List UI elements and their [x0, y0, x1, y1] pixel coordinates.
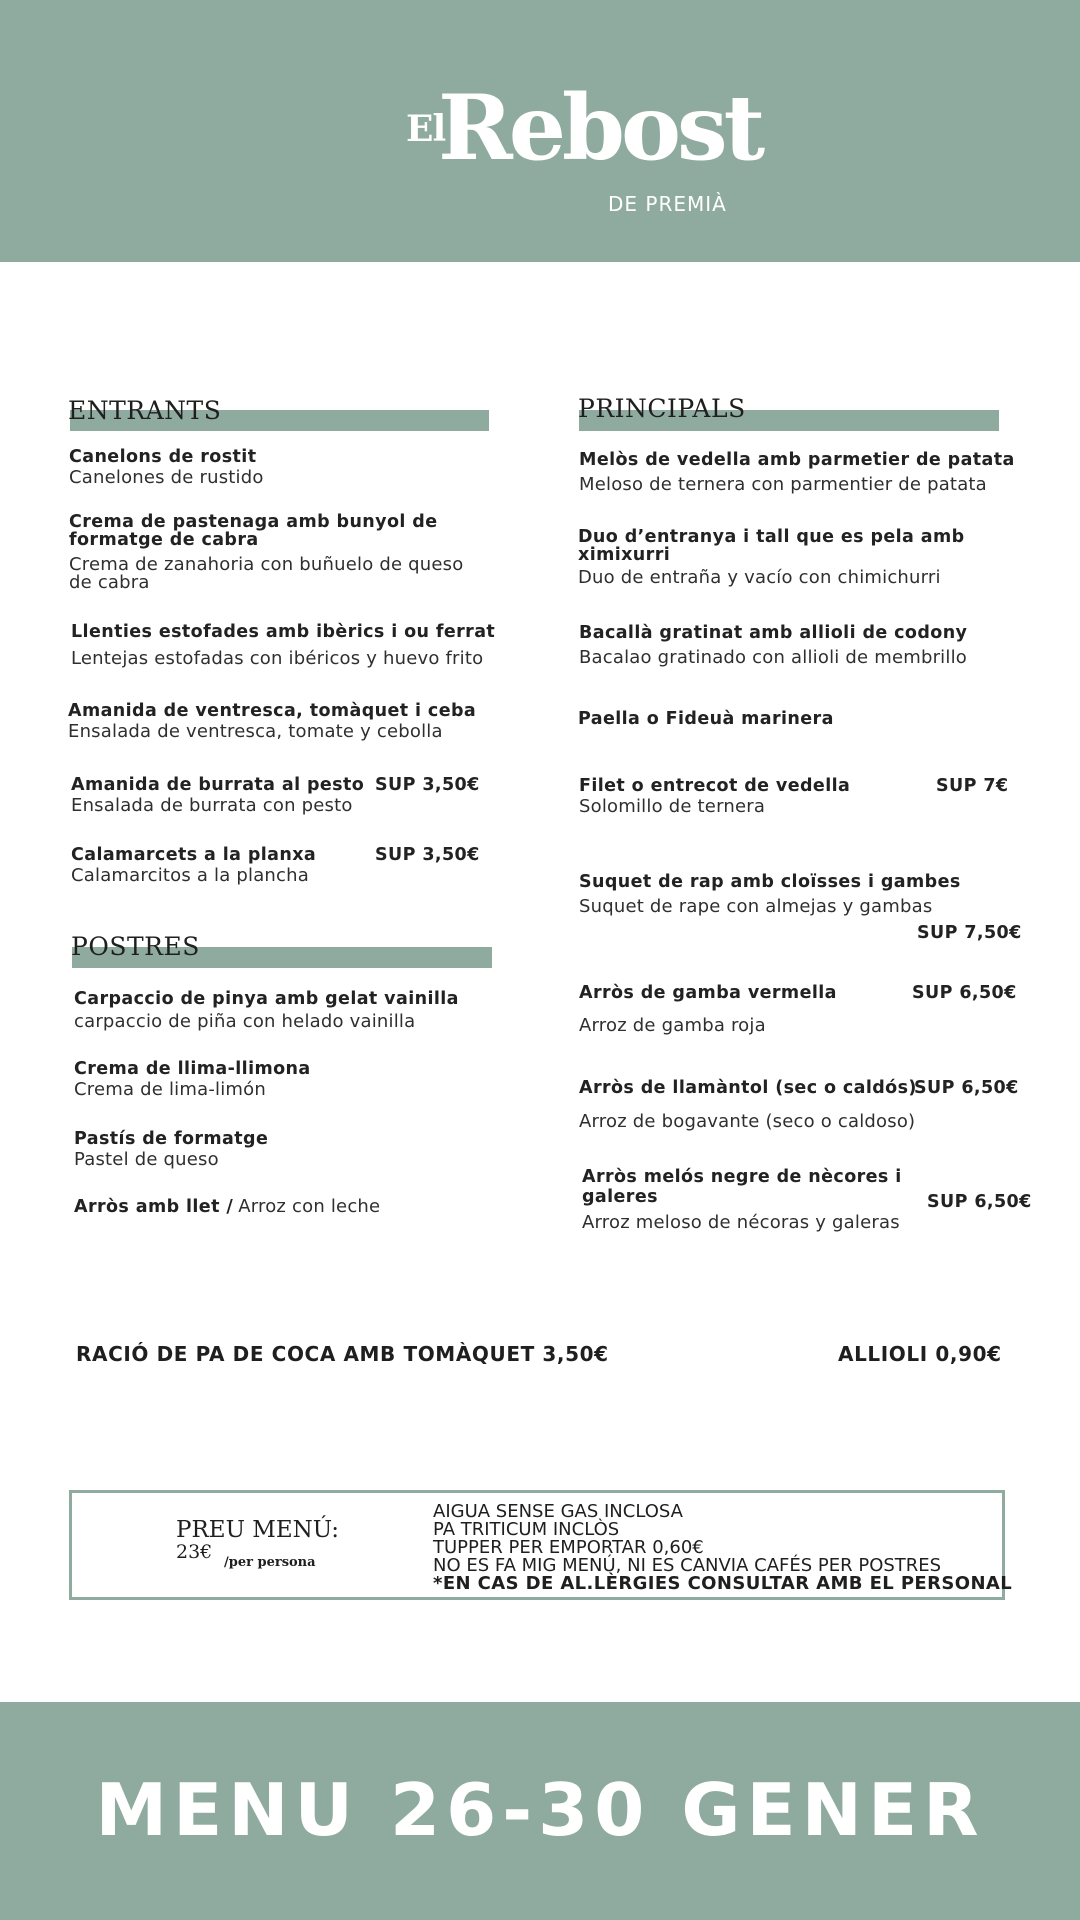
price-box [69, 1490, 1013, 1600]
item-name: Filet o entrecot de vedella [579, 776, 851, 796]
item-name: Amanida de burrata al pesto [71, 775, 365, 795]
entrants-heading: ENTRANTS [68, 396, 222, 425]
note-line: NO ES FA MIG MENÚ, NI ES CANVIA CAFÉS PER POSTRES [433, 1555, 942, 1576]
price-per-person: /per persona [224, 1555, 316, 1570]
item-name: Melòs de vedella amb parmetier de patata [579, 450, 1015, 470]
item-desc: Calamarcitos a la plancha [71, 865, 309, 886]
entrants-item [71, 845, 371, 885]
postres-heading: POSTRES [71, 932, 200, 961]
principals-item [579, 450, 1049, 494]
entrants-item [71, 775, 371, 815]
principals-item [578, 709, 1048, 729]
logo [0, 75, 1080, 216]
principals-item [579, 1078, 919, 1131]
item-name: Pastís de formatge [74, 1129, 269, 1149]
allioli-extra: ALLIOLI 0,90€ [838, 1342, 1002, 1366]
menu-title: MENU 26-30 GENER [95, 1768, 985, 1852]
principals-item [579, 623, 1049, 667]
item-name: Amanida de ventresca, tomàquet i ceba [68, 701, 477, 721]
item-name: Arròs de gamba vermella [579, 983, 837, 1003]
item-name: Arròs de llamàntol (sec o caldós) [579, 1078, 917, 1098]
item-name: Crema de llima-llimona [74, 1059, 311, 1079]
item-desc: carpaccio de piña con helado vainilla [74, 1011, 416, 1032]
item-desc: Ensalada de burrata con pesto [71, 795, 353, 816]
item-desc: Crema de zanahoria con buñuelo de queso de cabra [69, 554, 464, 593]
logo-subtitle: DE PREMIÀ [608, 192, 727, 216]
entrants-item [69, 513, 489, 592]
entrants-item [69, 447, 509, 487]
item-name: Canelons de rostit [69, 447, 257, 467]
item-name: Arròs melós negre de nècores i galeres [582, 1167, 902, 1207]
logo-name: Rebost [438, 75, 762, 181]
item-desc: Bacalao gratinado con allioli de membrillo [579, 647, 967, 668]
entrants-item [68, 701, 538, 741]
price-notes [433, 1501, 1013, 1594]
supplement-price: SUP 6,50€ [912, 983, 1017, 1003]
entrants-item [71, 622, 541, 668]
item-desc: Arroz meloso de nécoras y galeras [582, 1212, 900, 1233]
item-desc: Canelones de rustido [69, 467, 264, 488]
supplement-price: SUP 6,50€ [927, 1192, 1032, 1212]
note-line: *EN CAS DE AL.LÈRGIES CONSULTAR AMB EL PERSONAL [433, 1573, 1013, 1594]
item-desc: Ensalada de ventresca, tomate y cebolla [68, 721, 443, 742]
item-name: Bacallà gratinat amb allioli de codony [579, 623, 968, 643]
item-name: Crema de pastenaga amb bunyol de formatge de cabra [69, 512, 438, 550]
supplement-price: SUP 7,50€ [917, 923, 1022, 943]
item-name: Arròs amb llet / [74, 1197, 234, 1217]
supplement-price: SUP 3,50€ [375, 845, 480, 865]
item-desc: Lentejas estofadas con ibéricos y huevo frito [71, 648, 484, 669]
item-name: Llenties estofades amb ibèrics i ou ferrat [71, 622, 496, 642]
item-desc: Arroz de bogavante (seco o caldoso) [579, 1111, 916, 1132]
postres-item [74, 1196, 514, 1217]
logo-prefix: El [406, 108, 446, 150]
note-line: AIGUA SENSE GAS INCLOSA [433, 1501, 683, 1522]
price-title: PREU MENÚ: [176, 1517, 340, 1543]
price-amount: 23€ [176, 1541, 213, 1563]
principals-item [578, 528, 1008, 587]
item-desc: Duo de entraña y vacío con chimichurri [578, 567, 941, 588]
note-line: PA TRITICUM INCLÒS [433, 1519, 620, 1540]
item-name: Carpaccio de pinya amb gelat vainilla [74, 989, 459, 1009]
item-desc: Meloso de ternera con parmentier de patata [579, 474, 987, 495]
postres-item [74, 1129, 514, 1169]
item-desc: Arroz de gamba roja [579, 1015, 766, 1036]
item-desc: Suquet de rape con almejas y gambas [579, 896, 933, 917]
postres-item [74, 1059, 514, 1099]
postres-item [74, 989, 514, 1031]
item-name: Suquet de rap amb cloïsses i gambes [579, 872, 961, 892]
bread-extra: RACIÓ DE PA DE COCA AMB TOMÀQUET 3,50€ [76, 1342, 609, 1366]
principals-item [579, 776, 879, 816]
principals-item [582, 1167, 982, 1232]
principals-item [579, 983, 879, 1035]
item-desc: Pastel de queso [74, 1149, 219, 1170]
item-name: Duo d’entranya i tall que es pela amb ximixurri [578, 527, 965, 565]
note-line: TUPPER PER EMPORTAR 0,60€ [433, 1537, 704, 1558]
supplement-price: SUP 6,50€ [914, 1078, 1019, 1098]
item-desc: Crema de lima-limón [74, 1079, 266, 1100]
supplement-price: SUP 3,50€ [375, 775, 480, 795]
item-desc: Solomillo de ternera [579, 796, 766, 817]
item-name: Paella o Fideuà marinera [578, 709, 834, 729]
supplement-price: SUP 7€ [936, 776, 1009, 796]
principals-item [579, 872, 1049, 916]
principals-heading: PRINCIPALS [578, 394, 746, 423]
item-name: Calamarcets a la planxa [71, 845, 317, 865]
item-desc: Arroz con leche [238, 1196, 381, 1217]
